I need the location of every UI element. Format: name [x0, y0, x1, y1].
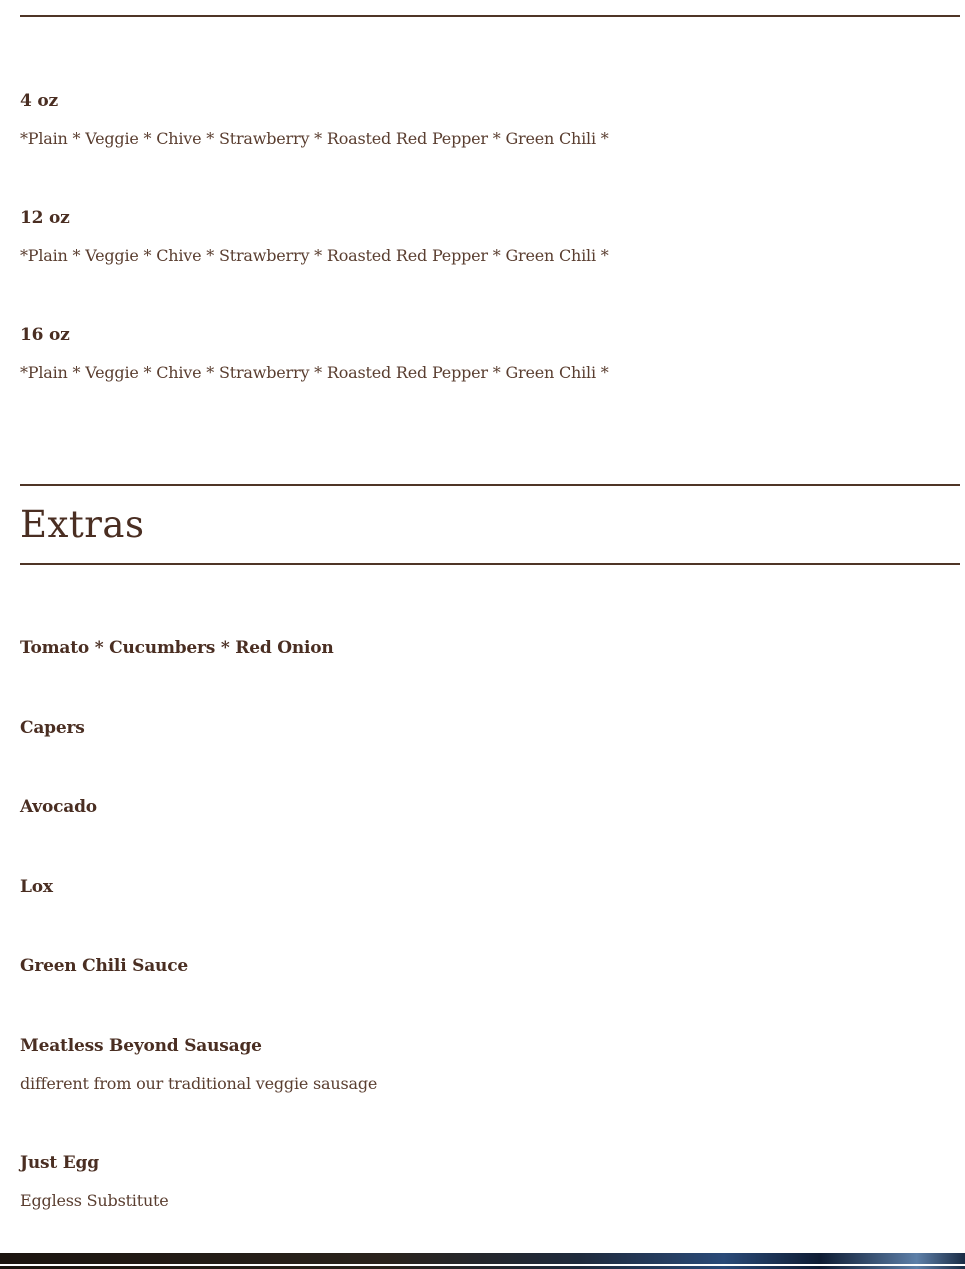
footer-image-strip: [0, 1253, 965, 1269]
menu-item-title: 4 oz: [20, 91, 58, 111]
menu-item-title: 12 oz: [20, 208, 70, 228]
menu-item-description: different from our traditional veggie sausage: [20, 1074, 378, 1093]
menu-item-description: Eggless Substitute: [20, 1191, 169, 1210]
footer-divider: [0, 1264, 965, 1266]
menu-item-description: *Plain * Veggie * Chive * Strawberry * Roasted Red Pepper * Green Chili *: [20, 363, 609, 382]
menu-item-title: 16 oz: [20, 325, 70, 345]
menu-item-title: Tomato * Cucumbers * Red Onion: [20, 638, 334, 658]
menu-item-description: *Plain * Veggie * Chive * Strawberry * Roasted Red Pepper * Green Chili *: [20, 129, 609, 148]
menu-item-title: Capers: [20, 718, 85, 738]
section-divider-top: [20, 15, 960, 17]
menu-item-description: *Plain * Veggie * Chive * Strawberry * Roasted Red Pepper * Green Chili *: [20, 246, 609, 265]
menu-item-title: Green Chili Sauce: [20, 956, 188, 976]
section-divider: [20, 484, 960, 486]
section-divider: [20, 563, 960, 565]
menu-item-title: Lox: [20, 877, 53, 897]
menu-item-title: Just Egg: [20, 1153, 99, 1173]
menu-item-title: Avocado: [20, 797, 97, 817]
section-heading-extras: Extras: [20, 503, 145, 546]
menu-item-title: Meatless Beyond Sausage: [20, 1036, 262, 1056]
